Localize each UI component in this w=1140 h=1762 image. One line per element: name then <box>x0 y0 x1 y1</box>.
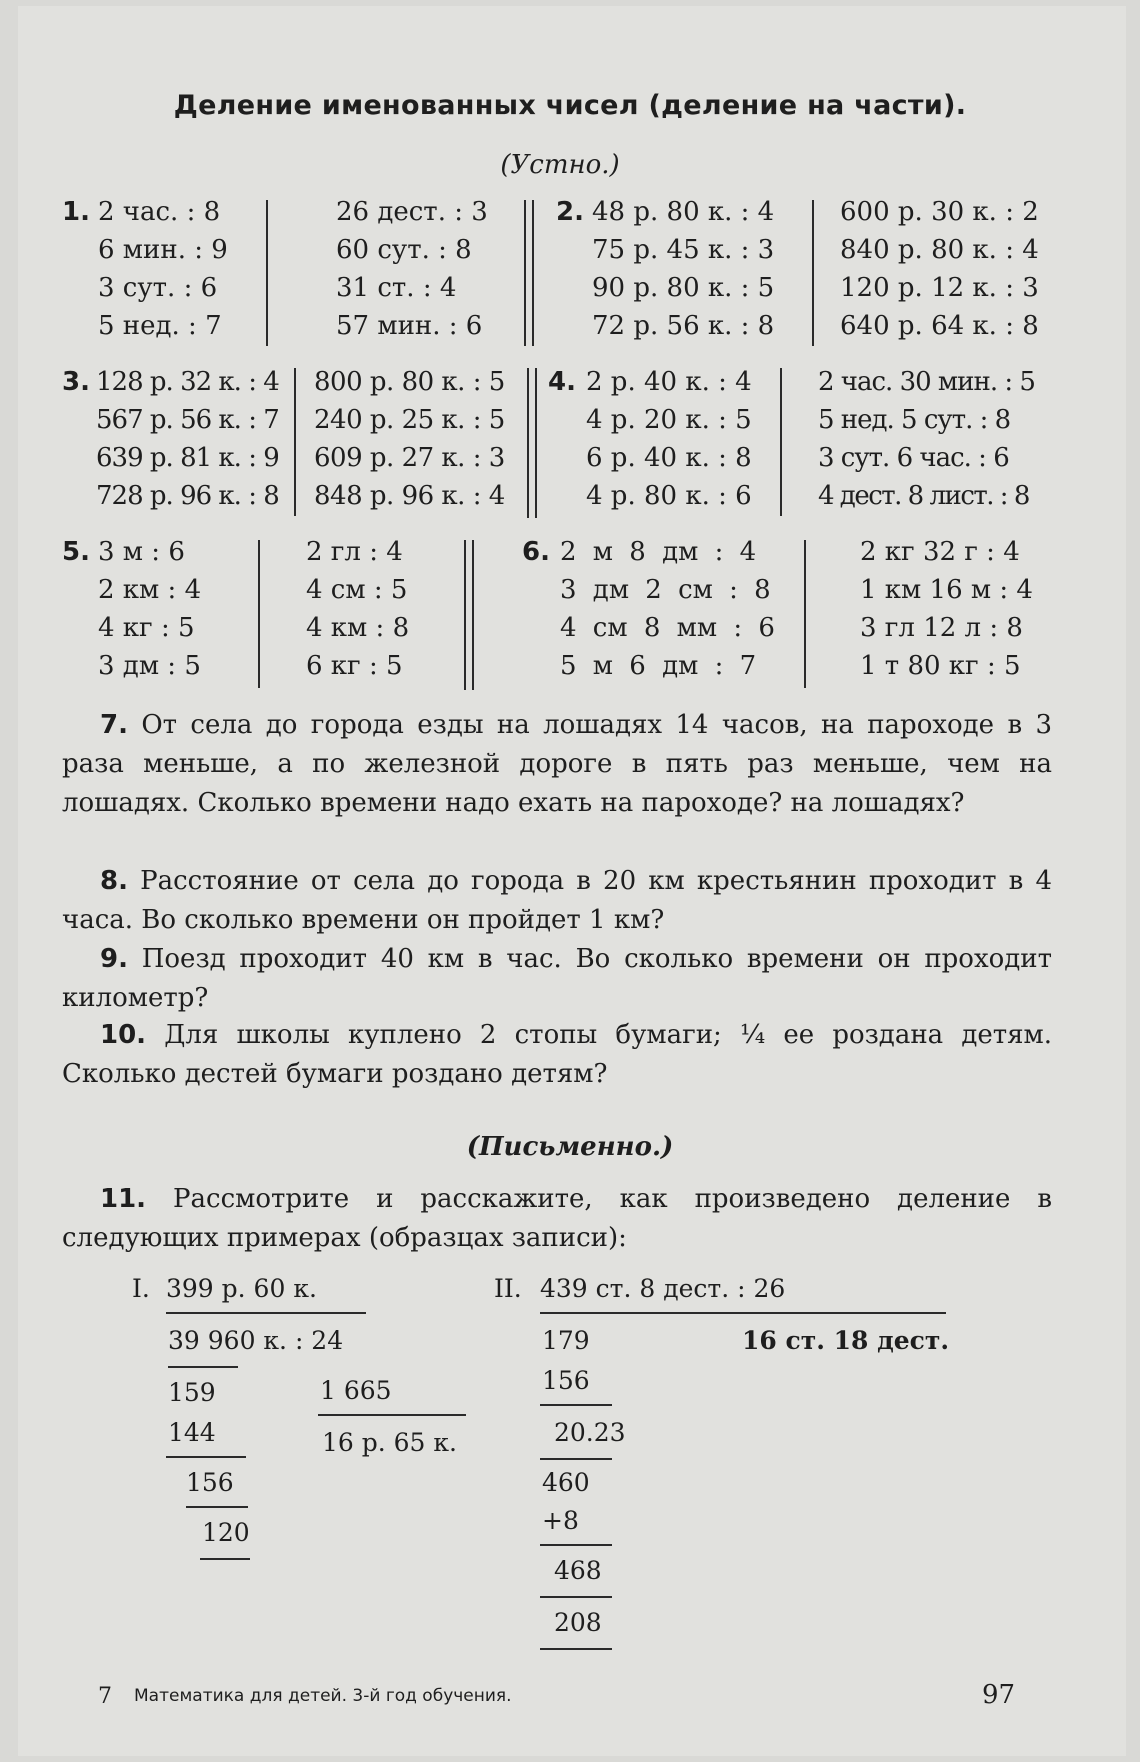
problem-11-number: 11. <box>100 1184 147 1214</box>
divider <box>804 540 806 688</box>
rule <box>540 1596 612 1598</box>
ex2-b-3: 120 р. 12 к. : 3 <box>840 273 1039 303</box>
ex5-a-1: 3 м : 6 <box>98 537 185 567</box>
ex1-b-4: 57 мин. : 6 <box>336 311 483 341</box>
ex5-a-2: 2 км : 4 <box>98 575 202 605</box>
problem-11-text: Рассмотрите и расскажите, как произведено деление в следующих примерах (образцах записи): <box>62 1184 1052 1253</box>
example2-step-5: +8 <box>542 1506 579 1535</box>
page-title: Деление именованных чисел (деление на части). <box>173 90 967 121</box>
ex6-a-1: 2 м 8 дм : 4 <box>560 537 757 567</box>
rule <box>540 1544 612 1546</box>
ex3-b-4: 848 р. 96 к. : 4 <box>314 481 505 511</box>
ex5-b-4: 6 кг : 5 <box>306 651 403 681</box>
ex4-a-4: 4 р. 80 к. : 6 <box>586 481 752 511</box>
ex5-b-1: 2 гл : 4 <box>306 537 403 567</box>
problem-9-text: Поезд проходит 40 км в час. Во сколько времени он проходит километр? <box>62 944 1053 1013</box>
rule <box>540 1458 612 1460</box>
ex1-b-1: 26 дест. : 3 <box>336 197 488 227</box>
example1-answer: 16 р. 65 к. <box>322 1428 457 1457</box>
ex2-a-1: 48 р. 80 к. : 4 <box>592 197 775 227</box>
example1-quotient: 1 665 <box>320 1376 392 1405</box>
rule <box>166 1456 246 1458</box>
ex6-a-3: 4 см 8 мм : 6 <box>560 613 775 643</box>
ex3-b-3: 609 р. 27 к. : 3 <box>314 443 505 473</box>
example1-label: I. <box>132 1274 150 1303</box>
ex1-b-2: 60 сут. : 8 <box>336 235 472 265</box>
ex2-a-3: 90 р. 80 к. : 5 <box>592 273 775 303</box>
ex2-b-4: 640 р. 64 к. : 8 <box>840 311 1039 341</box>
divider <box>780 368 782 516</box>
rule <box>166 1312 366 1314</box>
ex4-b-4: 4 дест. 8 лист. : 8 <box>818 481 1029 511</box>
problem-7 <box>62 706 1052 823</box>
example2-step-4: 460 <box>542 1468 590 1497</box>
ex6-number: 6. <box>522 537 550 567</box>
ex1-a-2: 6 мин. : 9 <box>98 235 228 265</box>
ex5-number: 5. <box>62 537 90 567</box>
ex5-b-2: 4 см : 5 <box>306 575 408 605</box>
example2-step-6: 468 <box>554 1556 602 1585</box>
ex1-a-4: 5 нед. : 7 <box>98 311 222 341</box>
ex6-b-3: 3 гл 12 л : 8 <box>860 613 1023 643</box>
divider <box>812 200 814 346</box>
ex1-number: 1. <box>62 197 90 227</box>
ex4-b-3: 3 сут. 6 час. : 6 <box>818 443 1009 473</box>
ex2-b-2: 840 р. 80 к. : 4 <box>840 235 1039 265</box>
example2-step-1: 179 <box>542 1326 590 1355</box>
divider <box>258 540 260 688</box>
ex4-a-1: 2 р. 40 к. : 4 <box>586 367 752 397</box>
example2-header: 439 ст. 8 дест. : 26 <box>540 1274 786 1303</box>
page-number: 97 <box>982 1680 1016 1710</box>
ex4-a-2: 4 р. 20 к. : 5 <box>586 405 752 435</box>
rule <box>540 1648 612 1650</box>
problem-10 <box>62 1016 1052 1094</box>
example1-step-2: 144 <box>168 1418 216 1447</box>
example1-dividend: 39 960 к. : 24 <box>168 1326 344 1355</box>
ex2-a-2: 75 р. 45 к. : 3 <box>592 235 775 265</box>
ex6-a-2: 3 дм 2 см : 8 <box>560 575 771 605</box>
ex6-a-4: 5 м 6 дм : 7 <box>560 651 757 681</box>
rule <box>168 1366 238 1368</box>
divider <box>294 368 296 516</box>
ex6-b-4: 1 т 80 кг : 5 <box>860 651 1021 681</box>
ex3-a-4: 728 р. 96 к. : 8 <box>96 481 279 511</box>
ex5-a-3: 4 кг : 5 <box>98 613 195 643</box>
ex4-number: 4. <box>548 367 576 397</box>
footer-book-title: Математика для детей. 3-й год обучения. <box>134 1686 512 1706</box>
ex4-b-1: 2 час. 30 мин. : 5 <box>818 367 1035 397</box>
ex3-number: 3. <box>62 367 90 397</box>
rule <box>186 1506 248 1508</box>
problem-8-text: Расстояние от села до города в 20 км крестьянин проходит в 4 часа. Во сколько времени он пройдет 1 км? <box>62 866 1052 935</box>
double-divider <box>464 540 474 690</box>
problem-9-number: 9. <box>100 944 128 974</box>
problem-9 <box>62 940 1052 1018</box>
ex3-a-2: 567 р. 56 к. : 7 <box>96 405 279 435</box>
rule <box>200 1558 250 1560</box>
example1-step-4: 120 <box>202 1518 250 1547</box>
ex3-b-2: 240 р. 25 к. : 5 <box>314 405 505 435</box>
footer-sheet-number: 7 <box>98 1684 112 1709</box>
problem-8 <box>62 862 1052 940</box>
ex5-a-4: 3 дм : 5 <box>98 651 201 681</box>
ex3-a-1: 128 р. 32 к. : 4 <box>96 367 279 397</box>
problem-7-number: 7. <box>100 710 128 740</box>
example1-step-1: 159 <box>168 1378 216 1407</box>
divider <box>266 200 268 346</box>
ex1-b-3: 31 ст. : 4 <box>336 273 457 303</box>
ex4-b-2: 5 нед. 5 сут. : 8 <box>818 405 1011 435</box>
example2-step-2: 156 <box>542 1366 590 1395</box>
ex6-b-1: 2 кг 32 г : 4 <box>860 537 1020 567</box>
problem-10-text: Для школы куплено 2 стопы бумаги; ¼ ее роздана детям. Сколько дестей бумаги роздано детям? <box>62 1020 1053 1089</box>
problem-8-number: 8. <box>100 866 128 896</box>
example1-step-3: 156 <box>186 1468 234 1497</box>
rule <box>540 1312 946 1314</box>
ex2-b-1: 600 р. 30 к. : 2 <box>840 197 1039 227</box>
problem-10-number: 10. <box>100 1020 147 1050</box>
example1-header: 399 р. 60 к. <box>166 1274 317 1303</box>
ex6-b-2: 1 км 16 м : 4 <box>860 575 1033 605</box>
problem-7-text: От села до города езды на лошадях 14 часов, на пароходе в 3 раза меньше, а по железной дороге в пять раз меньше, чем на лошадях. Сколько времени надо ехать на пароходе? на лошадях? <box>62 710 1052 818</box>
ex5-b-3: 4 км : 8 <box>306 613 410 643</box>
example2-step-7: 208 <box>554 1608 602 1637</box>
written-heading: (Письменно.) <box>466 1132 674 1162</box>
oral-heading: (Устно.) <box>500 150 620 180</box>
ex3-a-3: 639 р. 81 к. : 9 <box>96 443 279 473</box>
ex4-a-3: 6 р. 40 к. : 8 <box>586 443 752 473</box>
double-divider <box>524 200 534 346</box>
problem-11 <box>62 1180 1052 1258</box>
ex2-a-4: 72 р. 56 к. : 8 <box>592 311 775 341</box>
ex3-b-1: 800 р. 80 к. : 5 <box>314 367 505 397</box>
example2-answer: 16 ст. 18 дест. <box>742 1326 950 1355</box>
rule <box>540 1404 612 1406</box>
ex1-a-1: 2 час. : 8 <box>98 197 221 227</box>
rule <box>318 1414 466 1416</box>
example2-label: II. <box>494 1274 522 1303</box>
double-divider <box>527 368 537 518</box>
ex2-number: 2. <box>556 197 584 227</box>
example2-step-3: 20.23 <box>554 1418 626 1447</box>
ex1-a-3: 3 сут. : 6 <box>98 273 218 303</box>
